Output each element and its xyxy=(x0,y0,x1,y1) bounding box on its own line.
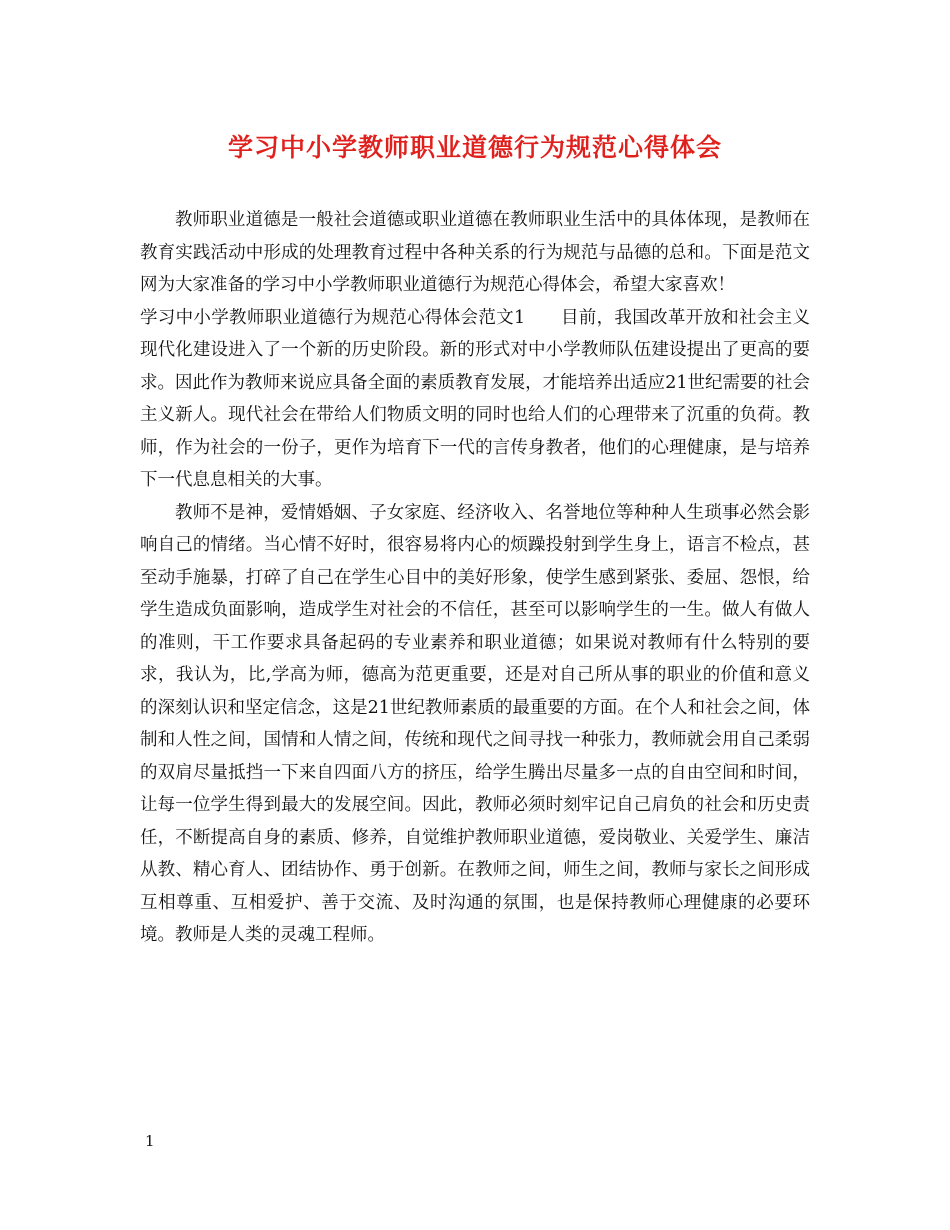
intro-paragraph: 教师职业道德是一般社会道德或职业道德在教师职业生活中的具体体现，是教师在教育实践活动中形成的处理教育过程中各种关系的行为规范与品德的总和。下面是范文网为大家准备的学习中小学教师职业道德行为规范心得体会，希望大家喜欢！ xyxy=(140,210,810,295)
page-number: 1 xyxy=(145,1132,155,1150)
document-body xyxy=(140,204,810,952)
body-paragraph: 教师不是神，爱情婚姻、子女家庭、经济收入、名誉地位等种种人生琐事必然会影响自己的情绪。当心情不好时，很容易将内心的烦躁投射到学生身上，语言不检点，甚至动手施暴，打碎了自己在学生心目中的美好形象，使学生感到紧张、委屈、怨恨，给学生造成负面影响，造成学生对社会的不信任，甚至可以影响学生的一生。做人有做人的准则，干工作要求具备起码的专业素养和职业道德；如果说对教师有什么特别的要求，我认为，比,学高为师，德高为范更重要，还是对自己所从事的职业的价值和意义的深刻认识和坚定信念，这是21世纪教师素质的最重要的方面。在个人和社会之间，体制和人性之间，国情和人情之间，传统和现代之间寻找一种张力，教师就会用自己柔弱的双肩尽量抵挡一下来自四面八方的挤压，给学生腾出尽量多一点的自由空间和时间，让每一位学生得到最大的发展空间。因此，教师必须时刻牢记自己肩负的社会和历史责任，不断提高自身的素质、修养，自觉维护教师职业道德，爱岗敬业、关爱学生、廉洁从教、精心育人、团结协作、勇于创新。在教师之间，师生之间，教师与家长之间形成互相尊重、互相爱护、善于交流、及时沟通的氛围，也是保持教师心理健康的必要环境。教师是人类的灵魂工程师。 xyxy=(140,502,810,945)
section-1-paragraph: 学习中小学教师职业道德行为规范心得体会范文1 目前，我国改革开放和社会主义现代化建设进入了一个新的历史阶段。新的形式对中小学教师队伍建设提出了更高的要求。因此作为教师来说应具备全面的素质教育发展，才能培养出适应21世纪需要的社会主义新人。现代社会在带给人们物质文明的同时也给人们的心理带来了沉重的负荷。教师，作为社会的一份子，更作为培育下一代的言传身教者，他们的心理健康，是与培养下一代息息相关的大事。 xyxy=(140,307,810,490)
document-title: 学习中小学教师职业道德行为规范心得体会 xyxy=(227,133,722,162)
